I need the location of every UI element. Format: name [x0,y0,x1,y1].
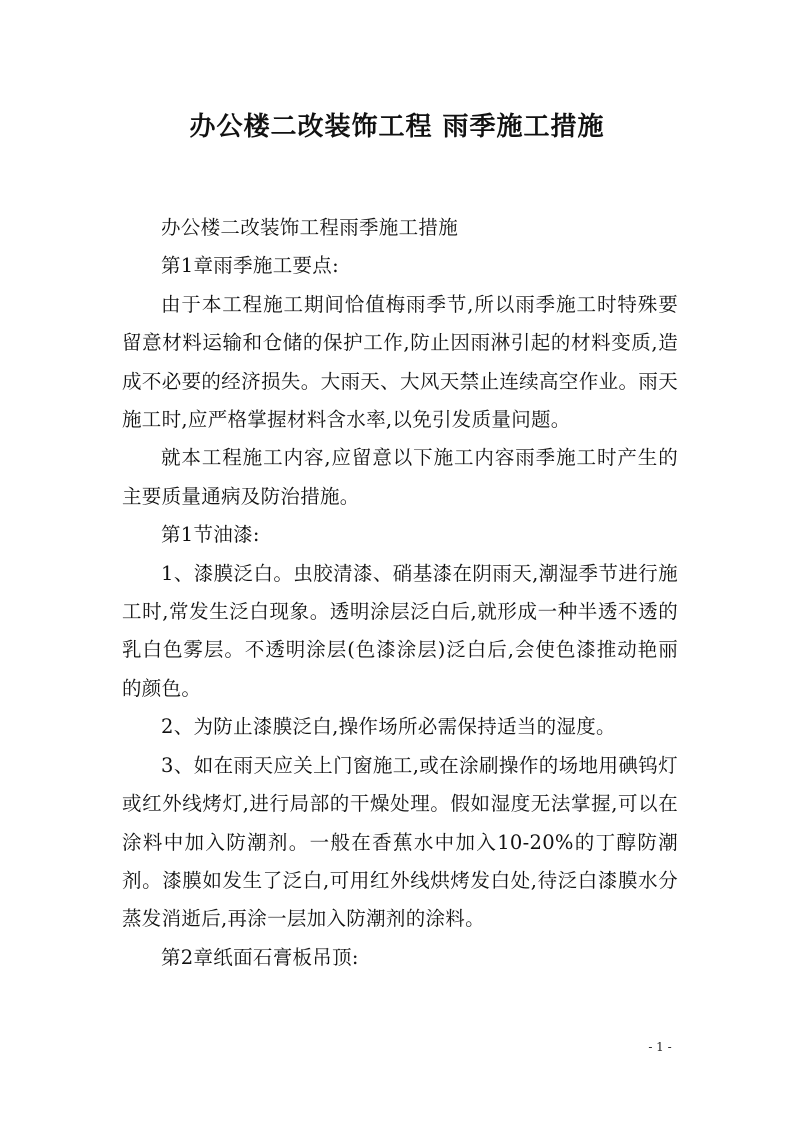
paragraph-quality-issues: 就本工程施工内容,应留意以下施工内容雨季施工时产生的主要质量通病及防治措施。 [122,446,678,508]
paragraph-item-3: 3、如在雨天应关上门窗施工,或在涂刷操作的场地用碘钨灯或红外线烤灯,进行局部的干燥处理。假如湿度无法掌握,可以在涂料中加入防潮剂。一般在香蕉水中加入10-20%的丁醇防潮剂。漆膜如发生了泛白,可用红外线烘烤发白处,待泛白漆膜水分蒸发消逝后,再涂一层加入防潮剂的涂料。 [122,753,678,931]
paragraph-item-2: 2、为防止漆膜泛白,操作场所必需保持适当的湿度。 [161,715,616,739]
paragraph-item-1: 1、漆膜泛白。虫胶清漆、硝基漆在阴雨天,潮湿季节进行施工时,常发生泛白现象。透明涂层泛白后,就形成一种半透不透的乳白色雾层。不透明涂层(色漆涂层)泛白后,会使色漆推动艳丽的颜色。 [122,561,678,700]
page-number: - 1 - [648,1040,672,1054]
paragraph-chapter-2-heading: 第2章纸面石膏板吊顶: [161,945,359,969]
paragraph-section-1-heading: 第1节油漆: [161,523,260,547]
paragraph-chapter-1-heading: 第1章雨季施工要点: [161,254,339,278]
document-body [122,209,678,977]
document-title: 办公楼二改装饰工程 雨季施工措施 [189,112,605,142]
paragraph-subtitle: 办公楼二改装饰工程雨季施工措施 [161,216,459,239]
paragraph-rainy-season-intro: 由于本工程施工期间恰值梅雨季节,所以雨季施工时特殊要留意材料运输和仓储的保护工作,防止因雨淋引起的材料变质,造成不必要的经济损失。大雨天、大风天禁止连续高空作业。雨天施工时,应严格掌握材料含水率,以免引发质量问题。 [122,292,678,432]
